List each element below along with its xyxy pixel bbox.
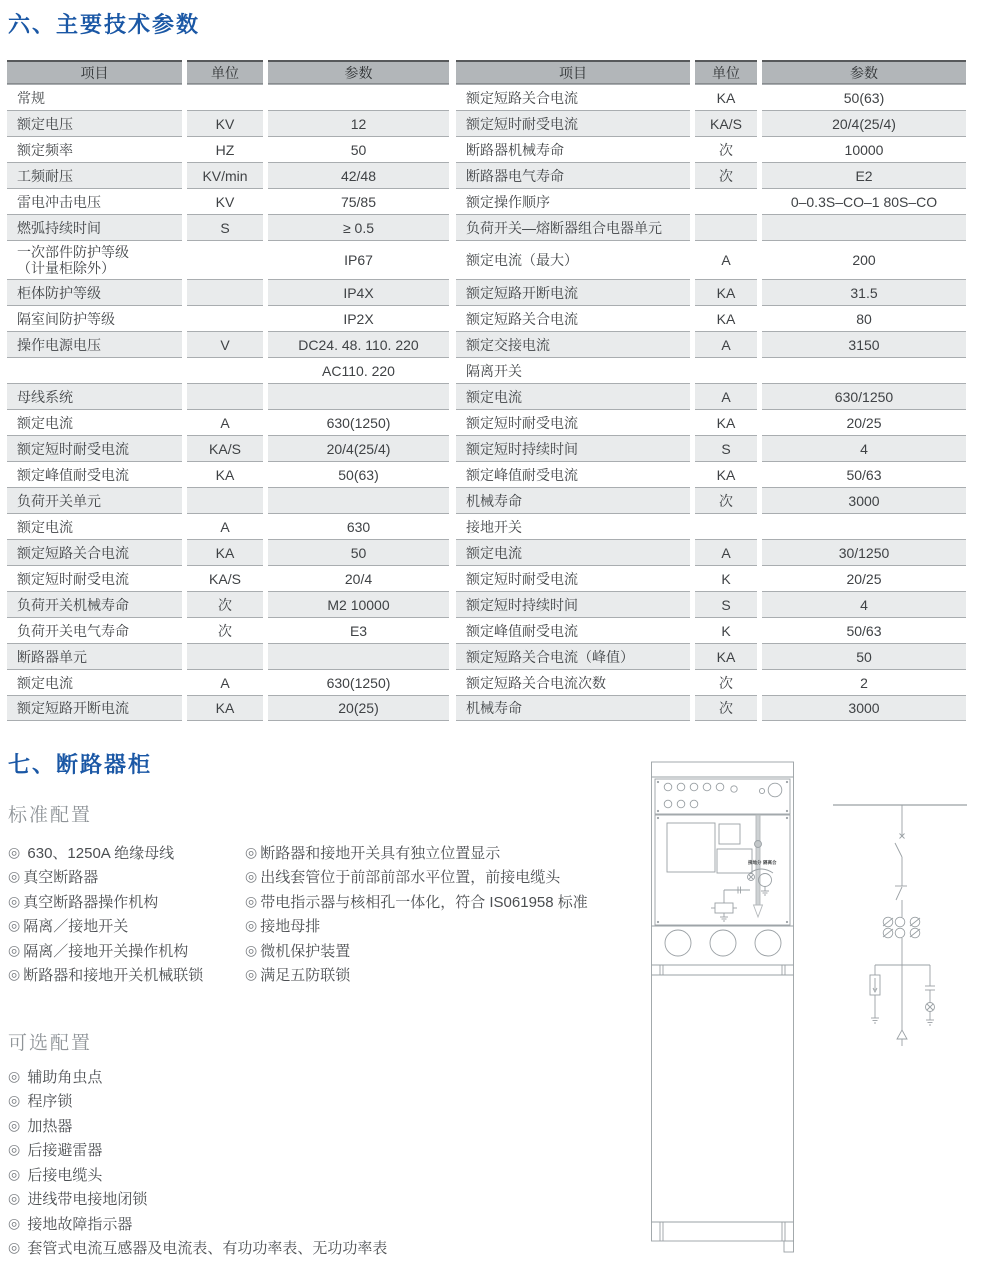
item-cell: 额定短时耐受电流 bbox=[7, 435, 182, 461]
list-item bbox=[8, 914, 243, 939]
value-cell: M2 10000 bbox=[268, 591, 449, 617]
unit-cell bbox=[695, 357, 757, 383]
item-cell: 额定短路关合电流 bbox=[7, 539, 182, 565]
item-cell: 断路器机械寿命 bbox=[456, 136, 690, 162]
value-cell: E2 bbox=[762, 162, 966, 188]
item-cell: 额定电流（最大） bbox=[456, 240, 690, 279]
value-cell: 4 bbox=[762, 435, 966, 461]
item-cell: 额定短路关合电流 bbox=[456, 84, 690, 110]
bullet-icon: ◎ bbox=[8, 1067, 21, 1084]
table-row bbox=[7, 305, 449, 331]
value-cell: AC110. 220 bbox=[268, 357, 449, 383]
unit-cell: KV/min bbox=[187, 162, 263, 188]
item-cell: 操作电源电压 bbox=[7, 331, 182, 357]
list-item-text: 后接电缆头 bbox=[23, 1166, 103, 1184]
item-cell: 负荷开关—熔断器组合电器单元 bbox=[456, 214, 690, 240]
value-cell: 2 bbox=[762, 669, 966, 695]
list-item-text: 加热器 bbox=[23, 1117, 73, 1135]
value-cell: 4 bbox=[762, 591, 966, 617]
bullet-icon: ◎ bbox=[8, 843, 21, 860]
list-item-text: 隔离／接地开关 bbox=[23, 918, 129, 936]
header-cell: 项目 bbox=[456, 60, 690, 84]
item-line2: （计量柜除外） bbox=[17, 260, 115, 276]
list-item bbox=[8, 963, 243, 988]
unit-cell bbox=[695, 188, 757, 214]
bullet-icon: ◎ bbox=[8, 1165, 21, 1182]
table-row bbox=[456, 357, 966, 383]
unit-cell: 次 bbox=[695, 136, 757, 162]
table-row bbox=[7, 695, 449, 721]
list-item bbox=[8, 1138, 528, 1163]
unit-cell: 次 bbox=[695, 487, 757, 513]
unit-cell: A bbox=[695, 240, 757, 279]
value-cell bbox=[268, 383, 449, 409]
table-row bbox=[456, 331, 966, 357]
item-cell bbox=[7, 357, 182, 383]
table-row bbox=[7, 565, 449, 591]
item-cell: 母线系统 bbox=[7, 383, 182, 409]
unit-cell: KA/S bbox=[187, 565, 263, 591]
item-cell: 额定短路开断电流 bbox=[7, 695, 182, 721]
table-row bbox=[7, 110, 449, 136]
list-item bbox=[8, 889, 243, 914]
header-cell: 单位 bbox=[187, 60, 263, 84]
single-line-diagram-drawing bbox=[828, 790, 978, 1055]
value-cell: 50(63) bbox=[268, 461, 449, 487]
value-cell bbox=[268, 643, 449, 669]
list-item bbox=[8, 1113, 528, 1138]
item-text bbox=[17, 244, 129, 276]
item-cell: 额定交接电流 bbox=[456, 331, 690, 357]
value-cell: 42/48 bbox=[268, 162, 449, 188]
unit-cell: KA bbox=[695, 461, 757, 487]
table-row bbox=[456, 162, 966, 188]
item-cell: 额定电流 bbox=[456, 383, 690, 409]
unit-cell: KA/S bbox=[695, 110, 757, 136]
item-cell: 额定短时耐受电流 bbox=[7, 565, 182, 591]
table-row bbox=[456, 539, 966, 565]
value-cell bbox=[268, 84, 449, 110]
value-cell: 20/4(25/4) bbox=[762, 110, 966, 136]
item-cell: 额定电流 bbox=[7, 409, 182, 435]
value-cell: 12 bbox=[268, 110, 449, 136]
table-row bbox=[7, 539, 449, 565]
item-cell: 额定操作顺序 bbox=[456, 188, 690, 214]
bullet-icon: ◎ bbox=[8, 917, 21, 934]
bullet-icon: ◎ bbox=[245, 868, 258, 885]
value-cell: IP4X bbox=[268, 279, 449, 305]
unit-cell bbox=[187, 84, 263, 110]
unit-cell: A bbox=[187, 669, 263, 695]
table-row bbox=[456, 214, 966, 240]
value-cell: 0–0.3S–CO–1 80S–CO bbox=[762, 188, 966, 214]
bullet-icon: ◎ bbox=[245, 843, 258, 860]
list-item bbox=[8, 1187, 528, 1212]
table-row bbox=[456, 461, 966, 487]
list-item bbox=[245, 914, 645, 939]
unit-cell: KA bbox=[695, 409, 757, 435]
header-cell: 单位 bbox=[695, 60, 757, 84]
bullet-icon: ◎ bbox=[8, 892, 21, 909]
item-cell: 额定峰值耐受电流 bbox=[456, 617, 690, 643]
table-row bbox=[7, 383, 449, 409]
unit-cell: KV bbox=[187, 188, 263, 214]
item-cell: 负荷开关电气寿命 bbox=[7, 617, 182, 643]
list-item bbox=[245, 865, 645, 890]
value-cell: 20/25 bbox=[762, 409, 966, 435]
table-row bbox=[456, 84, 966, 110]
list-item bbox=[8, 938, 243, 963]
list-item bbox=[8, 840, 243, 865]
list-item bbox=[245, 963, 645, 988]
bullet-icon: ◎ bbox=[8, 1239, 21, 1256]
value-cell: 50/63 bbox=[762, 461, 966, 487]
value-cell: 630(1250) bbox=[268, 669, 449, 695]
table-row bbox=[7, 617, 449, 643]
table-row bbox=[456, 383, 966, 409]
bullet-icon: ◎ bbox=[8, 966, 21, 983]
unit-cell: A bbox=[695, 383, 757, 409]
unit-cell: KA bbox=[187, 539, 263, 565]
list-item-text: 微机保护装置 bbox=[260, 942, 351, 960]
unit-cell: A bbox=[695, 331, 757, 357]
standard-config-list-right bbox=[245, 840, 645, 987]
unit-cell: S bbox=[187, 214, 263, 240]
section6-title: 六、主要技术参数 bbox=[8, 12, 201, 37]
unit-cell bbox=[695, 513, 757, 539]
list-item-text: 接地故障指示器 bbox=[23, 1215, 133, 1233]
item-cell: 隔室间防护等级 bbox=[7, 305, 182, 331]
table-row bbox=[7, 162, 449, 188]
table-row bbox=[456, 279, 966, 305]
header-cell: 项目 bbox=[7, 60, 182, 84]
table-row bbox=[7, 409, 449, 435]
item-cell: 额定短时耐受电流 bbox=[456, 110, 690, 136]
table-row bbox=[456, 305, 966, 331]
list-item-text: 满足五防联锁 bbox=[260, 967, 351, 985]
list-item-text: 接地母排 bbox=[260, 918, 321, 936]
value-cell: 3000 bbox=[762, 487, 966, 513]
table-row bbox=[456, 136, 966, 162]
table-row bbox=[7, 279, 449, 305]
table-row bbox=[7, 357, 449, 383]
header-cell: 参数 bbox=[762, 60, 966, 84]
table-header-row bbox=[7, 60, 449, 84]
unit-cell: KV bbox=[187, 110, 263, 136]
item-cell: 额定短路关合电流（峰值） bbox=[456, 643, 690, 669]
bullet-icon: ◎ bbox=[8, 1092, 21, 1109]
table-row bbox=[456, 188, 966, 214]
value-cell: 50 bbox=[268, 136, 449, 162]
bullet-icon: ◎ bbox=[245, 917, 258, 934]
unit-cell: KA bbox=[187, 461, 263, 487]
item-cell: 负荷开关机械寿命 bbox=[7, 591, 182, 617]
table-row bbox=[7, 669, 449, 695]
bullet-icon: ◎ bbox=[8, 1214, 21, 1231]
bullet-icon: ◎ bbox=[8, 868, 21, 885]
table-row bbox=[7, 513, 449, 539]
cabinet-front-view-drawing bbox=[650, 760, 795, 1256]
bullet-icon: ◎ bbox=[245, 966, 258, 983]
list-item-text: 隔离／接地开关操作机构 bbox=[23, 942, 189, 960]
item-cell: 额定电压 bbox=[7, 110, 182, 136]
unit-cell: S bbox=[695, 435, 757, 461]
value-cell: 630(1250) bbox=[268, 409, 449, 435]
table-row bbox=[456, 240, 966, 279]
unit-cell: 次 bbox=[187, 617, 263, 643]
value-cell: 20/4(25/4) bbox=[268, 435, 449, 461]
item-cell: 额定短路开断电流 bbox=[456, 279, 690, 305]
item-cell: 额定短时耐受电流 bbox=[456, 565, 690, 591]
table-row bbox=[7, 487, 449, 513]
unit-cell: S bbox=[695, 591, 757, 617]
unit-cell: A bbox=[187, 409, 263, 435]
value-cell: 30/1250 bbox=[762, 539, 966, 565]
list-item bbox=[8, 1064, 528, 1089]
unit-cell bbox=[187, 643, 263, 669]
unit-cell: KA bbox=[695, 305, 757, 331]
list-item-text: 程序锁 bbox=[23, 1093, 73, 1111]
item-cell: 接地开关 bbox=[456, 513, 690, 539]
table-row bbox=[456, 617, 966, 643]
bullet-icon: ◎ bbox=[8, 1141, 21, 1158]
value-cell: 20(25) bbox=[268, 695, 449, 721]
list-item bbox=[245, 938, 645, 963]
table-row bbox=[7, 240, 449, 279]
unit-cell: 次 bbox=[695, 162, 757, 188]
value-cell: 50 bbox=[268, 539, 449, 565]
unit-cell: 次 bbox=[187, 591, 263, 617]
list-item-text: 辅助角虫点 bbox=[23, 1068, 103, 1086]
item-cell: 额定短时持续时间 bbox=[456, 591, 690, 617]
unit-cell: A bbox=[695, 539, 757, 565]
optional-config-list bbox=[8, 1064, 528, 1260]
unit-cell: K bbox=[695, 565, 757, 591]
single-line-diagram-figure bbox=[828, 790, 978, 1055]
item-cell: 工频耐压 bbox=[7, 162, 182, 188]
bullet-icon: ◎ bbox=[8, 941, 21, 958]
value-cell bbox=[762, 357, 966, 383]
item-cell: 额定峰值耐受电流 bbox=[7, 461, 182, 487]
value-cell: 3000 bbox=[762, 695, 966, 721]
table-row bbox=[7, 643, 449, 669]
unit-cell: A bbox=[187, 513, 263, 539]
unit-cell bbox=[187, 383, 263, 409]
cabinet-knob-label-left: 接地分 bbox=[748, 860, 762, 865]
value-cell: E3 bbox=[268, 617, 449, 643]
item-cell: 额定电流 bbox=[456, 539, 690, 565]
cabinet-front-view-figure bbox=[650, 760, 795, 1256]
bullet-icon: ◎ bbox=[245, 941, 258, 958]
table-row bbox=[456, 513, 966, 539]
value-cell: 50/63 bbox=[762, 617, 966, 643]
unit-cell bbox=[187, 487, 263, 513]
item-cell bbox=[7, 240, 182, 279]
value-cell: IP2X bbox=[268, 305, 449, 331]
unit-cell: KA bbox=[695, 84, 757, 110]
table-row bbox=[456, 695, 966, 721]
value-cell bbox=[762, 513, 966, 539]
unit-cell: 次 bbox=[695, 695, 757, 721]
list-item bbox=[245, 889, 645, 914]
value-cell bbox=[268, 487, 449, 513]
list-item-text: 后接避雷器 bbox=[23, 1142, 103, 1160]
parameters-table-right bbox=[456, 60, 966, 721]
table-row bbox=[7, 188, 449, 214]
list-item-text: 出线套管位于前部前部水平位置，前接电缆头 bbox=[260, 869, 561, 887]
unit-cell bbox=[187, 357, 263, 383]
table-row bbox=[456, 669, 966, 695]
table-header-row bbox=[456, 60, 966, 84]
value-cell: 20/25 bbox=[762, 565, 966, 591]
table-row bbox=[7, 435, 449, 461]
table-row bbox=[7, 136, 449, 162]
list-item-text: 进线带电接地闭锁 bbox=[23, 1191, 148, 1209]
bullet-icon: ◎ bbox=[8, 1116, 21, 1133]
value-cell: 630 bbox=[268, 513, 449, 539]
list-item bbox=[8, 865, 243, 890]
unit-cell bbox=[187, 279, 263, 305]
value-cell: IP67 bbox=[268, 240, 449, 279]
table-row bbox=[456, 409, 966, 435]
unit-cell: KA bbox=[187, 695, 263, 721]
unit-cell: 次 bbox=[695, 669, 757, 695]
value-cell: DC24. 48. 110. 220 bbox=[268, 331, 449, 357]
item-cell: 额定短时持续时间 bbox=[456, 435, 690, 461]
list-item bbox=[8, 1089, 528, 1114]
value-cell: 10000 bbox=[762, 136, 966, 162]
list-item bbox=[8, 1162, 528, 1187]
unit-cell bbox=[187, 240, 263, 279]
standard-config-list-left bbox=[8, 840, 243, 987]
section7-title: 七、断路器柜 bbox=[8, 752, 153, 777]
unit-cell: K bbox=[695, 617, 757, 643]
standard-config-title: 标准配置 bbox=[8, 805, 93, 826]
item-cell: 额定短时耐受电流 bbox=[456, 409, 690, 435]
item-cell: 隔离开关 bbox=[456, 357, 690, 383]
item-cell: 额定峰值耐受电流 bbox=[456, 461, 690, 487]
list-item-text: 真空断路器 bbox=[23, 869, 99, 887]
list-item-text: 断路器和接地开关具有独立位置显示 bbox=[260, 844, 501, 862]
item-cell: 额定电流 bbox=[7, 669, 182, 695]
value-cell: 20/4 bbox=[268, 565, 449, 591]
item-cell: 额定频率 bbox=[7, 136, 182, 162]
item-cell: 常规 bbox=[7, 84, 182, 110]
table-row bbox=[7, 461, 449, 487]
table-row bbox=[456, 643, 966, 669]
item-cell: 燃弧持续时间 bbox=[7, 214, 182, 240]
item-cell: 断路器单元 bbox=[7, 643, 182, 669]
table-row bbox=[456, 110, 966, 136]
list-item-text: 带电指示器与核相孔一体化，符合 IS061958 标准 bbox=[260, 893, 588, 911]
value-cell: ≥ 0.5 bbox=[268, 214, 449, 240]
table-row bbox=[456, 591, 966, 617]
optional-config-title: 可选配置 bbox=[8, 1033, 93, 1054]
value-cell: 31.5 bbox=[762, 279, 966, 305]
item-line1: 一次部件防护等级 bbox=[17, 244, 129, 260]
list-item-text: 断路器和接地开关机械联锁 bbox=[23, 967, 204, 985]
unit-cell bbox=[187, 305, 263, 331]
table-row bbox=[456, 487, 966, 513]
table-row bbox=[7, 591, 449, 617]
item-cell: 额定电流 bbox=[7, 513, 182, 539]
table-row bbox=[7, 214, 449, 240]
value-cell: 630/1250 bbox=[762, 383, 966, 409]
value-cell bbox=[762, 214, 966, 240]
item-cell: 断路器电气寿命 bbox=[456, 162, 690, 188]
item-cell: 额定短路关合电流次数 bbox=[456, 669, 690, 695]
cabinet-knob-label-right: 隔离合 bbox=[763, 860, 777, 865]
list-item bbox=[8, 1236, 528, 1261]
table-row bbox=[456, 435, 966, 461]
value-cell: 75/85 bbox=[268, 188, 449, 214]
value-cell: 50(63) bbox=[762, 84, 966, 110]
value-cell: 80 bbox=[762, 305, 966, 331]
item-cell: 负荷开关单元 bbox=[7, 487, 182, 513]
item-cell: 额定短路关合电流 bbox=[456, 305, 690, 331]
table-row bbox=[7, 331, 449, 357]
unit-cell bbox=[695, 214, 757, 240]
item-cell: 机械寿命 bbox=[456, 487, 690, 513]
parameters-table-left bbox=[7, 60, 449, 721]
table-row bbox=[7, 84, 449, 110]
item-cell: 柜体防护等级 bbox=[7, 279, 182, 305]
bullet-icon: ◎ bbox=[8, 1190, 21, 1207]
unit-cell: KA bbox=[695, 643, 757, 669]
header-cell: 参数 bbox=[268, 60, 449, 84]
list-item-text: 真空断路器操作机构 bbox=[23, 893, 159, 911]
table-row bbox=[456, 565, 966, 591]
value-cell: 200 bbox=[762, 240, 966, 279]
unit-cell: KA/S bbox=[187, 435, 263, 461]
list-item-text: 套管式电流互感器及电流表、有功功率表、无功功率表 bbox=[23, 1240, 388, 1258]
value-cell: 3150 bbox=[762, 331, 966, 357]
item-cell: 机械寿命 bbox=[456, 695, 690, 721]
unit-cell: KA bbox=[695, 279, 757, 305]
unit-cell: V bbox=[187, 331, 263, 357]
value-cell: 50 bbox=[762, 643, 966, 669]
list-item-text: 630、1250A 绝缘母线 bbox=[23, 844, 175, 862]
list-item bbox=[8, 1211, 528, 1236]
unit-cell: HZ bbox=[187, 136, 263, 162]
list-item bbox=[245, 840, 645, 865]
bullet-icon: ◎ bbox=[245, 892, 258, 909]
item-cell: 雷电冲击电压 bbox=[7, 188, 182, 214]
